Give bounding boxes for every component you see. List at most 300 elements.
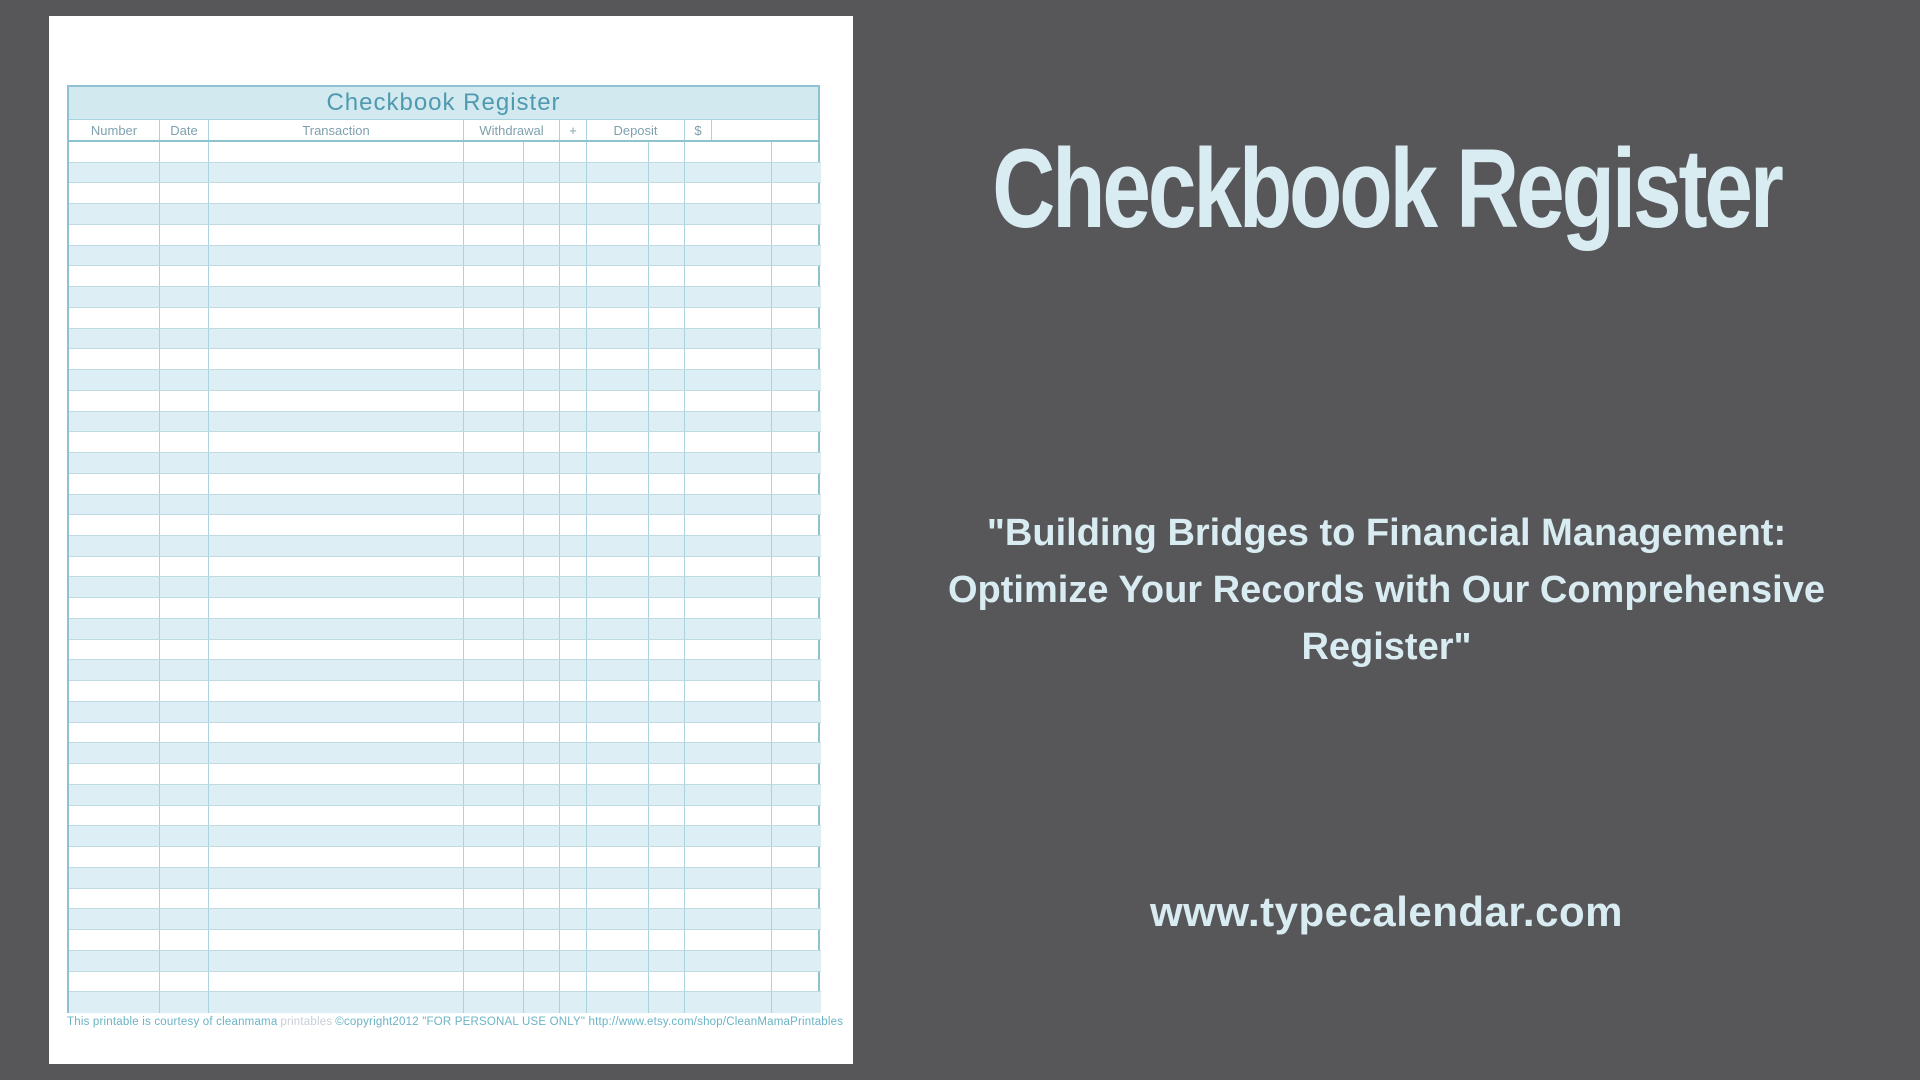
table-cell <box>160 391 209 411</box>
table-cell <box>685 183 772 203</box>
footer-credit-text: This printable is courtesy of cleanmama <box>67 1016 278 1028</box>
table-row <box>69 432 821 453</box>
table-cell <box>587 495 649 515</box>
table-cell <box>772 557 821 577</box>
table-cell <box>772 163 821 183</box>
table-cell <box>209 370 464 390</box>
table-cell <box>649 495 685 515</box>
table-cell <box>160 868 209 888</box>
table-row <box>69 391 821 412</box>
table-cell <box>209 930 464 950</box>
right-panel <box>853 0 1920 1080</box>
table-cell <box>69 453 160 473</box>
table-cell <box>649 702 685 722</box>
table-cell <box>587 204 649 224</box>
table-cell <box>685 660 772 680</box>
table-cell <box>524 474 560 494</box>
quote-line-1: "Building Bridges to Financial Management: <box>986 512 1787 554</box>
table-row <box>69 868 821 889</box>
table-cell <box>69 204 160 224</box>
table-row <box>69 951 821 972</box>
table-row <box>69 619 821 640</box>
table-cell <box>524 806 560 826</box>
table-cell <box>772 598 821 618</box>
table-cell <box>685 432 772 452</box>
table-cell <box>464 495 524 515</box>
table-cell <box>587 909 649 929</box>
table-cell <box>587 246 649 266</box>
table-cell <box>560 826 587 846</box>
table-cell <box>587 743 649 763</box>
table-cell <box>685 370 772 390</box>
table-row <box>69 287 821 308</box>
table-cell <box>772 889 821 909</box>
table-cell <box>524 412 560 432</box>
table-cell <box>209 806 464 826</box>
table-row <box>69 847 821 868</box>
table-row <box>69 163 821 184</box>
table-cell <box>69 930 160 950</box>
table-cell <box>69 577 160 597</box>
table-cell <box>69 142 160 162</box>
table-cell <box>524 453 560 473</box>
table-cell <box>649 889 685 909</box>
table-cell <box>69 764 160 784</box>
table-row <box>69 702 821 723</box>
table-cell <box>685 536 772 556</box>
table-cell <box>69 557 160 577</box>
table-cell <box>69 391 160 411</box>
table-cell <box>587 329 649 349</box>
table-cell <box>772 826 821 846</box>
table-cell <box>69 951 160 971</box>
table-cell <box>209 577 464 597</box>
table-cell <box>772 183 821 203</box>
table-cell <box>209 308 464 328</box>
register-header-row <box>69 120 818 142</box>
table-cell <box>464 391 524 411</box>
column-header-number: Number <box>69 120 160 140</box>
table-cell <box>649 557 685 577</box>
table-cell <box>160 225 209 245</box>
table-cell <box>649 723 685 743</box>
table-cell <box>209 391 464 411</box>
table-cell <box>160 287 209 307</box>
table-cell <box>69 370 160 390</box>
footer-copyright-text: ©copyright2012 "FOR PERSONAL USE ONLY" http://www.etsy.com/shop/CleanMamaPrintables <box>335 1016 844 1028</box>
table-cell <box>69 287 160 307</box>
table-cell <box>587 619 649 639</box>
table-cell <box>160 619 209 639</box>
table-cell <box>209 702 464 722</box>
table-cell <box>587 391 649 411</box>
table-cell <box>160 806 209 826</box>
table-cell <box>69 909 160 929</box>
table-cell <box>685 972 772 992</box>
table-cell <box>524 266 560 286</box>
table-row <box>69 183 821 204</box>
table-cell <box>209 764 464 784</box>
table-cell <box>209 868 464 888</box>
table-cell <box>464 142 524 162</box>
table-cell <box>560 640 587 660</box>
table-cell <box>524 660 560 680</box>
table-cell <box>649 909 685 929</box>
table-cell <box>69 349 160 369</box>
table-cell <box>685 764 772 784</box>
register-table-title: Checkbook Register <box>69 87 818 120</box>
table-cell <box>685 806 772 826</box>
column-header-blank <box>712 120 820 140</box>
table-cell <box>649 577 685 597</box>
table-cell <box>209 515 464 535</box>
table-cell <box>69 495 160 515</box>
table-cell <box>69 640 160 660</box>
table-cell <box>772 847 821 867</box>
table-cell <box>464 204 524 224</box>
table-cell <box>560 619 587 639</box>
table-cell <box>587 640 649 660</box>
table-cell <box>772 868 821 888</box>
table-cell <box>524 432 560 452</box>
table-cell <box>685 453 772 473</box>
table-cell <box>649 183 685 203</box>
table-cell <box>160 536 209 556</box>
table-cell <box>772 930 821 950</box>
table-cell <box>209 972 464 992</box>
table-cell <box>685 412 772 432</box>
table-cell <box>772 474 821 494</box>
table-cell <box>560 847 587 867</box>
table-cell <box>772 951 821 971</box>
table-cell <box>685 992 772 1013</box>
table-cell <box>69 308 160 328</box>
table-cell <box>209 536 464 556</box>
table-cell <box>524 329 560 349</box>
table-cell <box>560 951 587 971</box>
table-cell <box>209 557 464 577</box>
table-cell <box>69 868 160 888</box>
table-cell <box>560 266 587 286</box>
table-cell <box>464 370 524 390</box>
table-cell <box>649 246 685 266</box>
table-cell <box>560 598 587 618</box>
table-cell <box>524 889 560 909</box>
table-cell <box>587 868 649 888</box>
table-cell <box>524 909 560 929</box>
table-cell <box>685 868 772 888</box>
table-cell <box>560 391 587 411</box>
table-cell <box>685 889 772 909</box>
table-row <box>69 453 821 474</box>
table-cell <box>464 349 524 369</box>
table-cell <box>69 826 160 846</box>
table-cell <box>560 992 587 1013</box>
table-row <box>69 349 821 370</box>
table-row <box>69 474 821 495</box>
table-cell <box>685 349 772 369</box>
table-cell <box>587 557 649 577</box>
table-cell <box>587 577 649 597</box>
table-cell <box>560 412 587 432</box>
table-cell <box>560 785 587 805</box>
table-cell <box>209 909 464 929</box>
table-cell <box>685 495 772 515</box>
table-cell <box>209 163 464 183</box>
table-cell <box>560 868 587 888</box>
quote-line-2: Optimize Your Records with Our Comprehensive <box>948 569 1825 611</box>
table-row <box>69 308 821 329</box>
table-cell <box>524 391 560 411</box>
table-cell <box>587 806 649 826</box>
table-cell <box>685 142 772 162</box>
table-row <box>69 370 821 391</box>
table-cell <box>209 495 464 515</box>
table-row <box>69 204 821 225</box>
table-cell <box>649 930 685 950</box>
table-row <box>69 972 821 993</box>
table-cell <box>560 474 587 494</box>
table-cell <box>160 598 209 618</box>
table-cell <box>587 702 649 722</box>
table-cell <box>464 743 524 763</box>
table-cell <box>160 183 209 203</box>
table-cell <box>69 972 160 992</box>
table-cell <box>464 577 524 597</box>
table-cell <box>560 329 587 349</box>
table-cell <box>649 474 685 494</box>
table-row <box>69 225 821 246</box>
table-cell <box>649 640 685 660</box>
table-cell <box>69 515 160 535</box>
table-cell <box>772 266 821 286</box>
table-cell <box>160 453 209 473</box>
table-cell <box>685 287 772 307</box>
table-cell <box>587 163 649 183</box>
table-cell <box>587 847 649 867</box>
table-cell <box>160 702 209 722</box>
table-cell <box>464 764 524 784</box>
table-cell <box>160 246 209 266</box>
table-cell <box>772 370 821 390</box>
table-cell <box>69 536 160 556</box>
table-cell <box>685 266 772 286</box>
table-cell <box>524 640 560 660</box>
table-cell <box>524 225 560 245</box>
table-row <box>69 266 821 287</box>
table-cell <box>587 515 649 535</box>
table-cell <box>587 992 649 1013</box>
table-cell <box>685 163 772 183</box>
table-cell <box>649 743 685 763</box>
table-cell <box>524 785 560 805</box>
table-cell <box>587 723 649 743</box>
table-cell <box>649 826 685 846</box>
table-cell <box>69 702 160 722</box>
column-header-balance-dollar: $ <box>685 120 712 140</box>
table-cell <box>560 764 587 784</box>
table-cell <box>524 972 560 992</box>
table-cell <box>160 308 209 328</box>
table-cell <box>685 308 772 328</box>
table-row <box>69 598 821 619</box>
table-row <box>69 743 821 764</box>
table-cell <box>209 329 464 349</box>
table-cell <box>160 266 209 286</box>
table-cell <box>587 412 649 432</box>
table-cell <box>560 660 587 680</box>
table-cell <box>524 702 560 722</box>
table-cell <box>649 972 685 992</box>
table-cell <box>524 743 560 763</box>
table-cell <box>649 536 685 556</box>
table-cell <box>587 453 649 473</box>
table-cell <box>587 681 649 701</box>
table-cell <box>685 557 772 577</box>
table-cell <box>649 370 685 390</box>
table-cell <box>587 266 649 286</box>
table-cell <box>160 743 209 763</box>
table-cell <box>160 930 209 950</box>
table-cell <box>649 142 685 162</box>
table-cell <box>69 225 160 245</box>
table-cell <box>524 826 560 846</box>
table-cell <box>685 329 772 349</box>
table-cell <box>772 806 821 826</box>
table-cell <box>649 515 685 535</box>
table-cell <box>587 972 649 992</box>
table-cell <box>464 557 524 577</box>
table-row <box>69 826 821 847</box>
table-row <box>69 495 821 516</box>
table-cell <box>560 163 587 183</box>
table-cell <box>209 826 464 846</box>
table-cell <box>524 557 560 577</box>
table-cell <box>160 515 209 535</box>
column-header-withdrawal: Withdrawal <box>464 120 560 140</box>
table-cell <box>685 723 772 743</box>
table-cell <box>464 992 524 1013</box>
table-cell <box>560 557 587 577</box>
table-cell <box>772 743 821 763</box>
table-cell <box>560 972 587 992</box>
table-cell <box>69 847 160 867</box>
table-cell <box>209 992 464 1013</box>
table-cell <box>209 412 464 432</box>
table-cell <box>464 163 524 183</box>
table-cell <box>464 183 524 203</box>
table-row <box>69 142 821 163</box>
table-cell <box>685 598 772 618</box>
table-cell <box>772 246 821 266</box>
table-row <box>69 681 821 702</box>
table-cell <box>464 702 524 722</box>
table-cell <box>587 370 649 390</box>
table-cell <box>524 142 560 162</box>
table-cell <box>772 640 821 660</box>
table-cell <box>560 432 587 452</box>
table-cell <box>464 246 524 266</box>
table-row <box>69 412 821 433</box>
table-cell <box>69 266 160 286</box>
table-cell <box>772 992 821 1013</box>
table-cell <box>160 847 209 867</box>
table-cell <box>209 287 464 307</box>
table-cell <box>772 225 821 245</box>
table-cell <box>524 868 560 888</box>
table-cell <box>209 349 464 369</box>
table-cell <box>464 412 524 432</box>
table-cell <box>524 577 560 597</box>
table-cell <box>160 163 209 183</box>
table-cell <box>560 495 587 515</box>
table-cell <box>772 536 821 556</box>
quote-line-3: Register" <box>1301 626 1472 668</box>
table-cell <box>160 889 209 909</box>
table-cell <box>772 287 821 307</box>
table-cell <box>560 453 587 473</box>
table-cell <box>69 681 160 701</box>
table-cell <box>160 826 209 846</box>
table-cell <box>587 764 649 784</box>
table-cell <box>464 806 524 826</box>
table-cell <box>685 951 772 971</box>
table-cell <box>649 308 685 328</box>
table-cell <box>772 495 821 515</box>
table-cell <box>464 432 524 452</box>
table-row <box>69 909 821 930</box>
table-cell <box>772 412 821 432</box>
table-cell <box>209 951 464 971</box>
table-cell <box>464 225 524 245</box>
table-cell <box>560 370 587 390</box>
table-cell <box>160 204 209 224</box>
table-cell <box>464 515 524 535</box>
table-cell <box>587 432 649 452</box>
column-header-date: Date <box>160 120 209 140</box>
table-cell <box>209 619 464 639</box>
table-cell <box>772 432 821 452</box>
table-cell <box>772 142 821 162</box>
table-cell <box>209 743 464 763</box>
table-cell <box>209 183 464 203</box>
table-row <box>69 577 821 598</box>
table-row <box>69 329 821 350</box>
table-cell <box>560 183 587 203</box>
table-cell <box>69 723 160 743</box>
table-cell <box>524 598 560 618</box>
table-cell <box>160 432 209 452</box>
table-cell <box>524 370 560 390</box>
table-cell <box>560 577 587 597</box>
table-cell <box>685 515 772 535</box>
table-cell <box>587 474 649 494</box>
table-cell <box>649 453 685 473</box>
table-cell <box>772 702 821 722</box>
register-body <box>69 142 818 1013</box>
table-cell <box>160 557 209 577</box>
table-cell <box>772 723 821 743</box>
table-cell <box>587 951 649 971</box>
table-row <box>69 246 821 267</box>
table-cell <box>464 640 524 660</box>
table-row <box>69 723 821 744</box>
table-cell <box>464 826 524 846</box>
table-cell <box>209 453 464 473</box>
table-row <box>69 930 821 951</box>
table-row <box>69 557 821 578</box>
table-cell <box>160 660 209 680</box>
